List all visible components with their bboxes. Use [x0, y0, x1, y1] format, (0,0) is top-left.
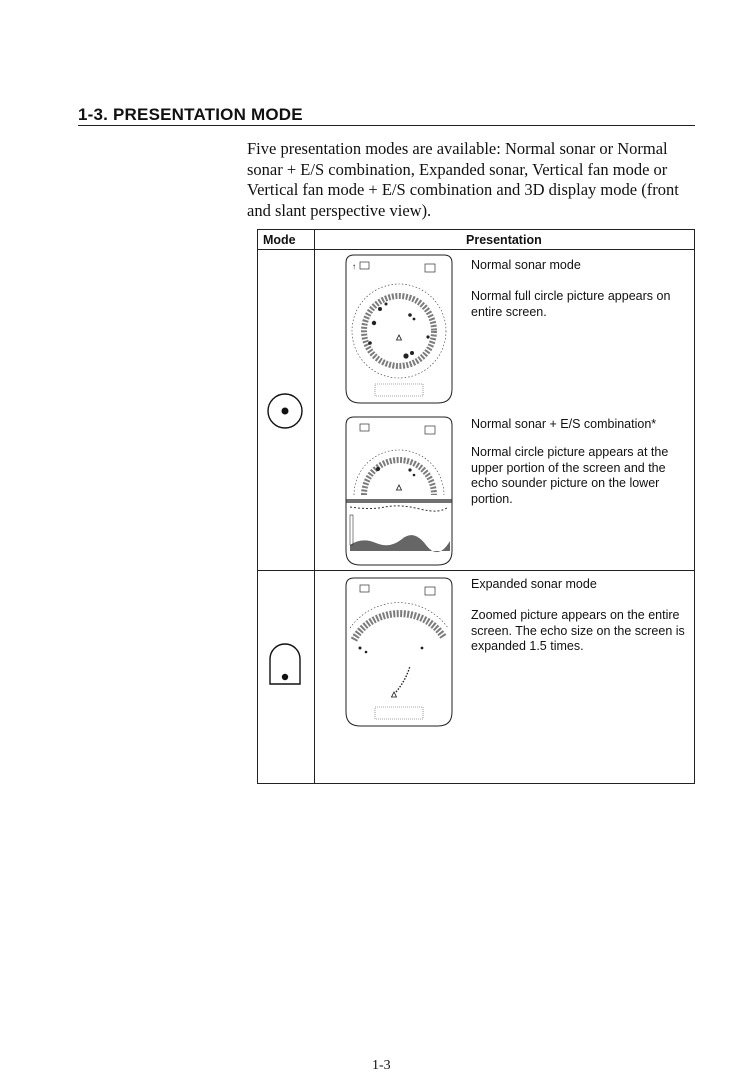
- intro-paragraph: Five presentation modes are available: Normal sonar or Normal sonar + E/S combination, Expanded sonar, Vertical fan mode or Vertical fan mode + E/S combination and 3D display mode (front and slant perspective view).: [247, 139, 679, 220]
- column-divider: [314, 230, 315, 783]
- mode-column-header: Mode: [263, 233, 296, 247]
- row-1-title: Normal sonar mode: [471, 258, 581, 272]
- svg-text:↑: ↑: [352, 262, 356, 271]
- header-rule: [258, 249, 694, 250]
- expanded-sonar-mode-icon: [268, 642, 302, 686]
- row-1-description: Normal full circle picture appears on entire screen.: [471, 289, 671, 319]
- presentation-column-header: Presentation: [466, 233, 542, 247]
- expanded-sonar-screen-image: [340, 576, 458, 728]
- normal-sonar-mode-icon: [266, 392, 304, 430]
- row-3-description: Zoomed picture appears on the entire screen. The echo size on the screen is expanded 1.5 times.: [471, 608, 685, 653]
- section-heading: 1-3. PRESENTATION MODE: [78, 105, 303, 124]
- row-2-description: Normal circle picture appears at the upper portion of the screen and the echo sounder picture on the lower portion.: [471, 445, 669, 506]
- sonar-es-combination-screen-image: [340, 415, 458, 567]
- row-divider: [258, 570, 694, 571]
- row-2-title: Normal sonar + E/S combination*: [471, 417, 657, 431]
- row-3-title: Expanded sonar mode: [471, 577, 597, 591]
- normal-sonar-screen-image: [340, 253, 458, 405]
- heading-rule: [78, 125, 695, 126]
- page-number: 1-3: [372, 1058, 391, 1073]
- presentation-table: [257, 229, 695, 784]
